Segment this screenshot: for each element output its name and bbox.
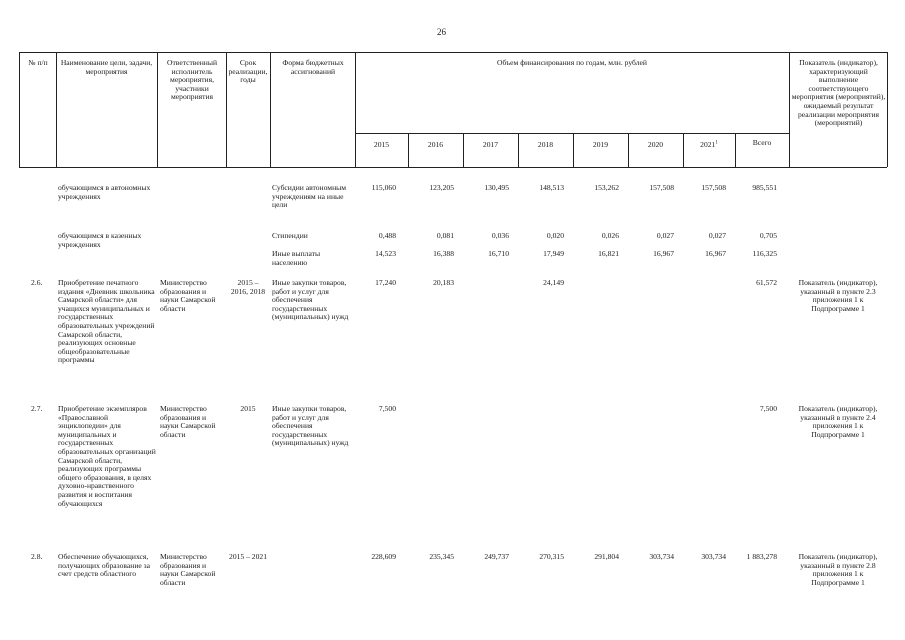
row-indicator: Показатель (индикатор), указанный в пункте 2.3 приложения 1 к Подпрограмме 1: [798, 278, 878, 313]
cell-2016: 20,183: [433, 278, 454, 287]
cell-2017: 130,495: [484, 183, 509, 192]
cell-2016: 123,205: [429, 183, 454, 192]
cell-2015: 228,609: [371, 552, 396, 561]
cell-2020: 0,027: [656, 231, 674, 240]
cell-total: 116,325: [752, 249, 777, 258]
row-form: Стипендии: [272, 231, 308, 240]
header-year-2020: 2020: [647, 140, 664, 149]
header-year-2021-label: 2021: [700, 140, 716, 149]
cell-total: 7,500: [759, 404, 777, 413]
cell-2019: 153,262: [594, 183, 619, 192]
header-year-2018: 2018: [537, 140, 554, 149]
cell-2016: 16,388: [433, 249, 454, 258]
cell-2017: 0,036: [491, 231, 509, 240]
header-year-2019: 2019: [592, 140, 609, 149]
row-name: Приобретение печатного издания «Дневник школьника Самарской области» для учащихся муниципальных и государственных образовательных учреждений Самарской области, реализующих основные общеобразовательные программы: [58, 278, 155, 365]
row-term: 2015 – 2021: [229, 552, 267, 561]
cell-2021: 0,027: [708, 231, 726, 240]
row-number: 2.8.: [31, 552, 43, 561]
header-responsible: Ответственный исполнитель мероприятия, участники мероприятия: [166, 58, 218, 102]
header-year-2016: 2016: [427, 140, 444, 149]
row-name: Приобретение экземпляров «Православной энциклопедии» для муниципальных и государственных образовательных организаций Самарской области, реализующих программы общего образования, в целях духовно-нравственного развития и воспитания обучающихся: [58, 404, 156, 508]
cell-2015: 14,523: [375, 249, 396, 258]
cell-2019: 291,804: [594, 552, 619, 561]
header-year-2015: 2015: [373, 140, 390, 149]
row-term: 2015: [240, 404, 256, 413]
row-name: обучающимся в казенных учреждениях: [58, 231, 142, 249]
footnote-mark: 1: [715, 140, 718, 146]
cell-2021: 16,967: [705, 249, 726, 258]
header-year-2021: [683, 141, 735, 150]
row-form: Иные закупки товаров, работ и услуг для обеспечения государственных (муниципальных) нужд: [272, 278, 349, 322]
header-year-2017: 2017: [482, 140, 499, 149]
row-responsible: Министерство образования и науки Самарской области: [160, 278, 216, 313]
cell-total: 61,572: [756, 278, 777, 287]
row-form: Иные выплаты населению: [272, 249, 321, 267]
cell-2018: 17,949: [543, 249, 564, 258]
cell-2015: 0,488: [378, 231, 396, 240]
row-number: 2.6.: [31, 278, 43, 287]
cell-2021: 157,508: [701, 183, 726, 192]
row-responsible: Министерство образования и науки Самарской области: [160, 552, 216, 587]
cell-2015: 7,500: [378, 404, 396, 413]
cell-2018: 24,149: [543, 278, 564, 287]
header-indicator: Показатель (индикатор), характеризующий выполнение соответствующего мероприятия (мероприятий), ожидаемый результат реализации мероприятия (мероприятий): [791, 58, 886, 128]
cell-2017: 16,710: [488, 249, 509, 258]
cell-2018: 270,315: [539, 552, 564, 561]
row-responsible: Министерство образования и науки Самарской области: [160, 404, 216, 439]
header-name: Наименование цели, задачи, мероприятия: [60, 58, 153, 76]
cell-2018: 0,020: [546, 231, 564, 240]
row-indicator: Показатель (индикатор), указанный в пункте 2.4 приложения 1 к Подпрограмме 1: [798, 404, 878, 439]
cell-2015: 115,060: [371, 183, 396, 192]
cell-2019: 16,821: [598, 249, 619, 258]
header-term: Срок реализации, годы: [228, 58, 268, 85]
cell-total: 985,551: [752, 183, 777, 192]
row-name: обучающимся в автономных учреждениях: [58, 183, 151, 201]
header-volume: Объем финансирования по годам, млн. рублей: [497, 58, 647, 67]
row-form: Иные закупки товаров, работ и услуг для обеспечения государственных (муниципальных) нужд: [272, 404, 349, 448]
cell-2018: 148,513: [539, 183, 564, 192]
cell-2015: 17,240: [375, 278, 396, 287]
cell-2020: 157,508: [649, 183, 674, 192]
cell-2016: 235,345: [429, 552, 454, 561]
cell-2016: 0,081: [436, 231, 454, 240]
cell-2017: 249,737: [484, 552, 509, 561]
cell-total: 0,705: [759, 231, 777, 240]
row-name: Обеспечение обучающихся, получающих образование за счет средств областного: [58, 552, 151, 579]
row-form: Субсидии автономным учреждениям на иные цели: [272, 183, 347, 210]
cell-2020: 303,734: [649, 552, 674, 561]
header-form: Форма бюджетных ассигнований: [282, 58, 344, 76]
header-num: № п/п: [28, 58, 48, 67]
cell-2021: 303,734: [701, 552, 726, 561]
header-total: Всего: [752, 138, 772, 147]
row-number: 2.7.: [31, 404, 43, 413]
row-indicator: Показатель (индикатор), указанный в пункте 2.8 приложения 1 к Подпрограмме 1: [798, 552, 878, 587]
cell-2019: 0,026: [601, 231, 619, 240]
page-number: 26: [437, 27, 446, 37]
cell-2020: 16,967: [653, 249, 674, 258]
cell-total: 1 883,278: [746, 552, 777, 561]
row-term: 2015 – 2016, 2018: [230, 278, 266, 296]
